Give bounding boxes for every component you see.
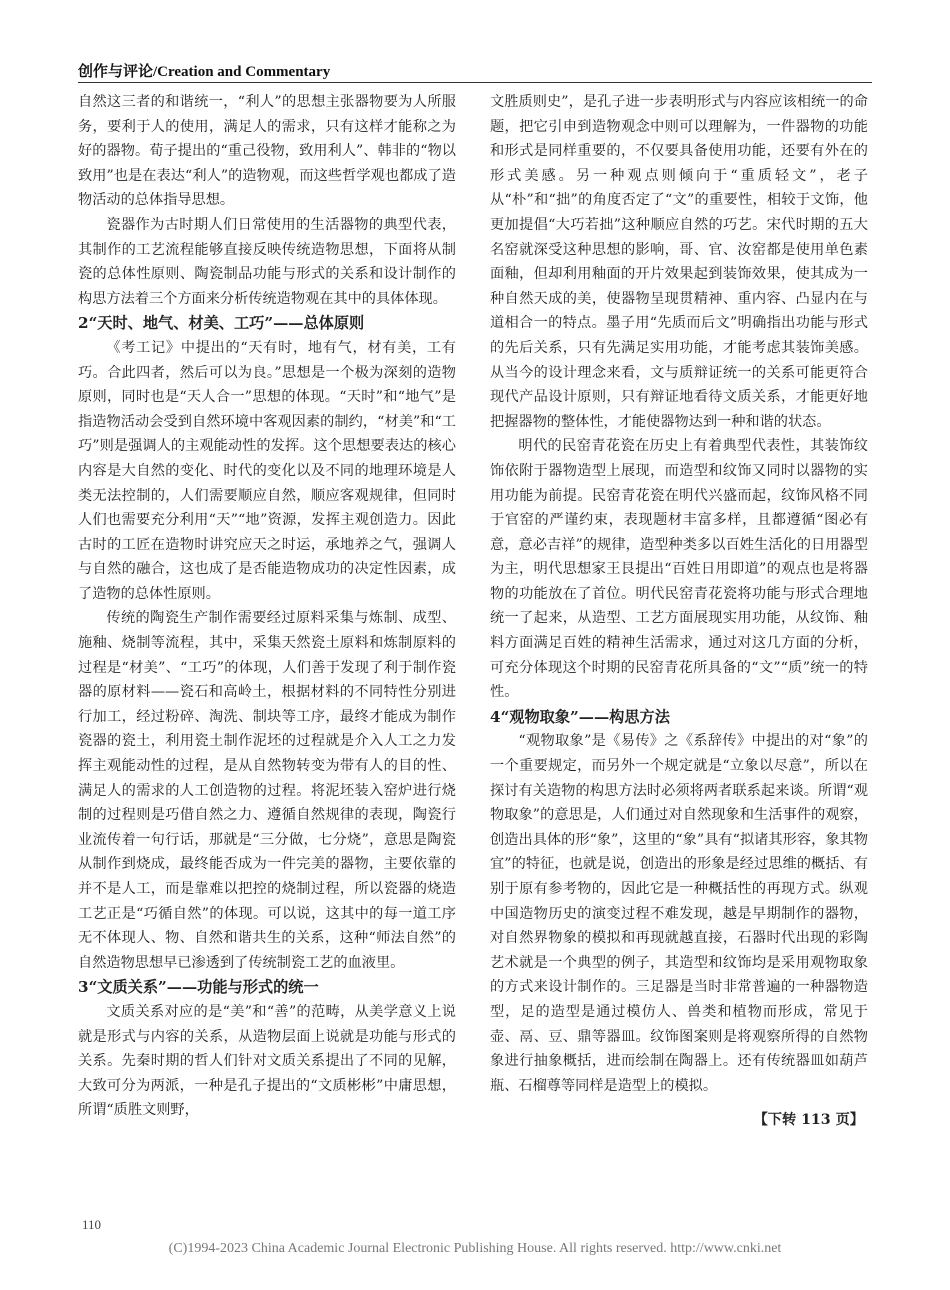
- paragraph: 自然这三者的和谐统一，“利人”的思想主张器物要为人所服务，要利于人的使用，满足人的需求，只有这样才能称之为好的器物。荀子提出的“重己役物，致用利人”、韩非的“物以致用”也是在表达“利人”的造物观，而这些哲学观也都成了造物活动的总体指导思想。: [78, 94, 456, 209]
- paragraph: 《考工记》中提出的“天有时，地有气，材有美，工有巧。合此四者，然后可以为良。”思想是一个极为深刻的造物原则，同时也是“天人合一”思想的体现。“天时”和“地气”是指造物活动会受到自然环境中客观因素的制约，“材美”和“工巧”则是强调人的主观能动性的发挥。这个思想要表达的核心内容是大自然的变化、时代的变化以及不同的地理环境是人类无法控制的，人们需要顺应自然，顺应客观规律，但同时人们也需要充分利用“天”“地”资源，发挥主观创造力。因此古时的工匠在造物时讲究应天之时运，承地养之气，强调人与自然的融合，这也成了是否能造物成功的决定性因素，成了造物的总体性原则。: [78, 339, 456, 602]
- paragraph: “观物取象”是《易传》之《系辞传》中提出的对“象”的一个重要规定，而另外一个规定就是“立象以尽意”，所以在探讨有关造物的构思方法时必须将两者联系起来谈。所谓“观物取象”的意思是，人们通过对自然现象和生活事件的观察，创造出具体的形“象”，这里的“象”具有“拟诸其形容，象其物宜”的特征，也就是说，创造出的形象是经过思维的概括、有别于原有参考物的，因此它是一种概括性的再现方式。纵观中国造物历史的演变过程不难发现，越是早期制作的器物，对自然界物象的模拟和再现就越直接，石器时代出现的彩陶艺术就是一个典型的例子，其造型和纹饰均是采用观物取象的方式来设计制作的。三足器是当时非常普遍的一种器物造型，足的造型是通过模仿人、兽类和植物而形成，常见于壶、鬲、豆、鼎等器皿。纹饰图案则是将观察所得的自然物象进行抽象概括，进而绘制在陶器上。还有传统器皿如葫芦瓶、石榴尊等同样是造型上的模拟。: [490, 733, 868, 1094]
- journal-header: 创作与评论/Creation and Commentary: [78, 64, 331, 80]
- section-heading-2: 2“天时、地气、材美、工巧”——总体原则: [78, 314, 365, 333]
- paragraph: 文胜质则史”，是孔子进一步表明形式与内容应该相统一的命题，把它引申到造物观念中则可以理解为，一件器物的功能和形式是同样重要的，不仅要具备使用功能，还要有外在的形式美感。另一种观点则倾向于“重质轻文”，老子从“朴”和“拙”的角度否定了“文”的重要性，相较于文饰，他更加提倡“大巧若拙”这种顺应自然的巧艺。宋代时期的五大名窑就深受这种思想的影响，哥、官、汝窑都是使用单色素面釉，但却利用釉面的开片效果起到装饰效果，使其成为一种自然天成的美，使器物呈现贯精神、重内容、凸显内在与道相合一的特点。墨子用“先质而后文”明确指出功能与形式的先后关系，只有先满足实用功能，才能考虑其装饰美感。从当今的设计理念来看，文与质辩证统一的关系可能更符合现代产品设计原则，只有辩证地看待文质关系，才能更好地把握器物的整体性，才能使器物达到一种和谐的状态。: [490, 94, 868, 430]
- section-heading-4: 4“观物取象”——构思方法: [490, 707, 670, 726]
- left-column: [78, 90, 456, 1123]
- paragraph: 瓷器作为古时期人们日常使用的生活器物的典型代表，其制作的工艺流程能够直接反映传统造物思想，下面将从制瓷的总体性原则、陶瓷制品功能与形式的关系和设计制作的构思方法着三个方面来分析传统造物观在其中的具体体现。: [78, 216, 456, 307]
- right-column: [490, 90, 868, 1133]
- section-heading-3: 3“文质关系”——功能与形式的统一: [78, 978, 319, 997]
- copyright-footer: (C)1994-2023 China Academic Journal Electronic Publishing House. All rights reserved. http://www.cnki.net: [168, 1241, 782, 1256]
- page-number: 110: [82, 1217, 102, 1232]
- paragraph: 文质关系对应的是“美”和“善”的范畴，从美学意义上说就是形式与内容的关系，从造物层面上说就是功能与形式的关系。先秦时期的哲人们针对文质关系提出了不同的见解，大致可分为两派，一种是孔子提出的“文质彬彬”中庸思想，所谓“质胜文则野，: [78, 1003, 456, 1119]
- header-rule: [78, 82, 872, 83]
- paragraph: 明代的民窑青花瓷在历史上有着典型代表性，其装饰纹饰依附于器物造型上展现，而造型和纹饰又同时以器物的实用功能为前提。民窑青花瓷在明代兴盛而起，纹饰风格不同于官窑的严谨约束，表现题材丰富多样，且都遵循“图必有意，意必吉祥”的规律，造型种类多以百姓生活化的日用器型为主，明代思想家王艮提出“百姓日用即道”的观点也是将器物的功能放在了首位。明代民窑青花瓷将功能与形式合理地统一了起来，从造型、工艺方面展现实用功能，从纹饰、釉料方面满足百姓的精神生活需求，通过对这几方面的分析，可充分体现这个时期的民窑青花所具备的“文”“质”统一的特性。: [490, 438, 868, 701]
- paragraph: 传统的陶瓷生产制作需要经过原料采集与炼制、成型、施釉、烧制等流程，其中，采集天然瓷土原料和炼制原料的过程是“材美”、“工巧”的体现，人们善于发现了利于制作瓷器的原材料——瓷石和高岭土，根据材料的不同特性分别进行加工，经过粉碎、淘洗、制块等工序，最终才能成为制作瓷器的瓷土，利用瓷土制作泥坯的过程就是介入人工之力发挥主观能动性的过程，是从自然物转变为带有人的目的性、满足人的需求的人工创造物的过程。将泥坯装入窑炉进行烧制的过程则是巧借自然之力、遵循自然规律的表现，陶瓷行业流传着一句行话，那就是“三分做，七分烧”，意思是陶瓷从制作到烧成，最终能否成为一件完美的器物，主要依靠的并不是人工，而是靠难以把控的烧制过程，所以瓷器的烧造工艺正是“巧循自然”的体现。可以说，这其中的每一道工序无不体现人、物、自然和谐共生的关系，这种“师法自然”的自然造物思想早已渗透到了传统制瓷工艺的血液里。: [78, 610, 456, 971]
- continued-note: 【下转 113 页】: [753, 1112, 864, 1129]
